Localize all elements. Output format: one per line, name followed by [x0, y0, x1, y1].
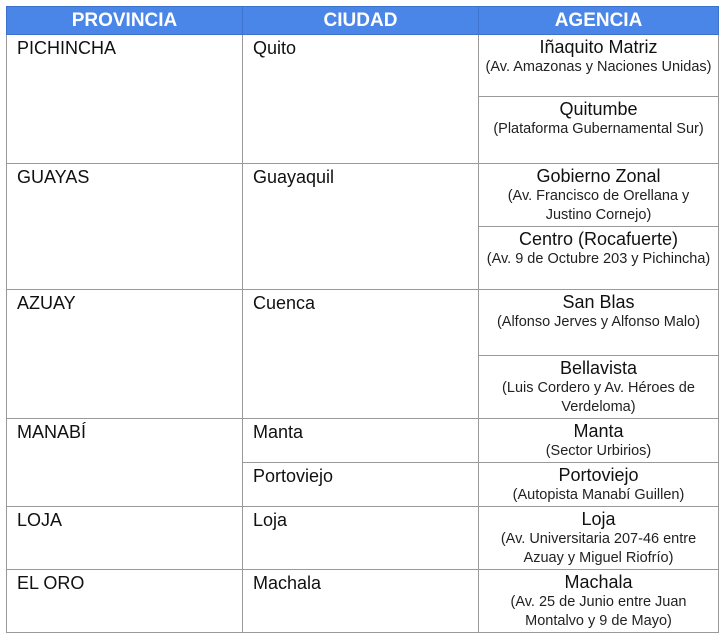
- agencia-cell: [479, 507, 719, 570]
- agencia-name: Machala: [564, 572, 633, 592]
- agencia-name: San Blas: [562, 292, 635, 312]
- provincia-cell: AZUAY: [7, 290, 243, 419]
- agencia-cell: [479, 290, 719, 356]
- agencia-address: (Plataforma Gubernamental Sur): [493, 121, 704, 137]
- table-header-row: [7, 7, 719, 35]
- agencia-address: (Alfonso Jerves y Alfonso Malo): [496, 314, 701, 330]
- ciudad-cell: Manta: [243, 419, 479, 463]
- ciudad-cell: Portoviejo: [243, 463, 479, 507]
- ciudad-cell: Quito: [243, 35, 479, 164]
- agencia-cell: [479, 570, 719, 633]
- ciudad-cell: Loja: [243, 507, 479, 570]
- agencia-name: Centro (Rocafuerte): [518, 229, 679, 249]
- header-ciudad: CIUDAD: [243, 7, 479, 35]
- agencia-name: Iñaquito Matriz: [539, 37, 658, 57]
- agencia-address: (Av. Universitaria 207-46 entre Azuay y Miguel Riofrío): [500, 531, 697, 566]
- provincia-cell: MANABÍ: [7, 419, 243, 507]
- agencies-table: [6, 6, 719, 633]
- table-row: [7, 507, 719, 570]
- agencia-name: Gobierno Zonal: [536, 166, 661, 186]
- agencia-name: Bellavista: [559, 358, 638, 378]
- provincia-cell: EL ORO: [7, 570, 243, 633]
- ciudad-cell: Machala: [243, 570, 479, 633]
- agencia-cell: [479, 463, 719, 507]
- ciudad-cell: Guayaquil: [243, 164, 479, 290]
- ciudad-cell: Cuenca: [243, 290, 479, 419]
- agencia-address: (Av. 9 de Octubre 203 y Pichincha): [486, 251, 711, 267]
- agencia-cell: [479, 356, 719, 419]
- agencia-address: (Av. Francisco de Orellana y Justino Cornejo): [507, 188, 690, 223]
- agencia-address: (Autopista Manabí Guillen): [512, 487, 685, 503]
- agencia-cell: [479, 419, 719, 463]
- agencia-cell: [479, 97, 719, 164]
- agencia-address: (Av. 25 de Junio entre Juan Montalvo y 9 de Mayo): [510, 594, 687, 629]
- agencia-cell: [479, 164, 719, 227]
- agencia-cell: [479, 227, 719, 290]
- provincia-cell: PICHINCHA: [7, 35, 243, 164]
- agencia-address: (Sector Urbirios): [545, 443, 652, 459]
- provincia-cell: GUAYAS: [7, 164, 243, 290]
- table-row: [7, 419, 719, 463]
- agencia-address: (Av. Amazonas y Naciones Unidas): [485, 59, 712, 75]
- agencia-name: Portoviejo: [558, 465, 639, 485]
- table-row: [7, 35, 719, 97]
- table-row: [7, 290, 719, 356]
- agencia-name: Loja: [581, 509, 616, 529]
- agencia-name: Quitumbe: [559, 99, 638, 119]
- provincia-cell: LOJA: [7, 507, 243, 570]
- agencia-name: Manta: [573, 421, 624, 441]
- table-row: [7, 570, 719, 633]
- agencia-cell: [479, 35, 719, 97]
- table-row: [7, 164, 719, 227]
- header-provincia: PROVINCIA: [7, 7, 243, 35]
- header-agencia: AGENCIA: [479, 7, 719, 35]
- agencia-address: (Luis Cordero y Av. Héroes de Verdeloma): [502, 380, 695, 415]
